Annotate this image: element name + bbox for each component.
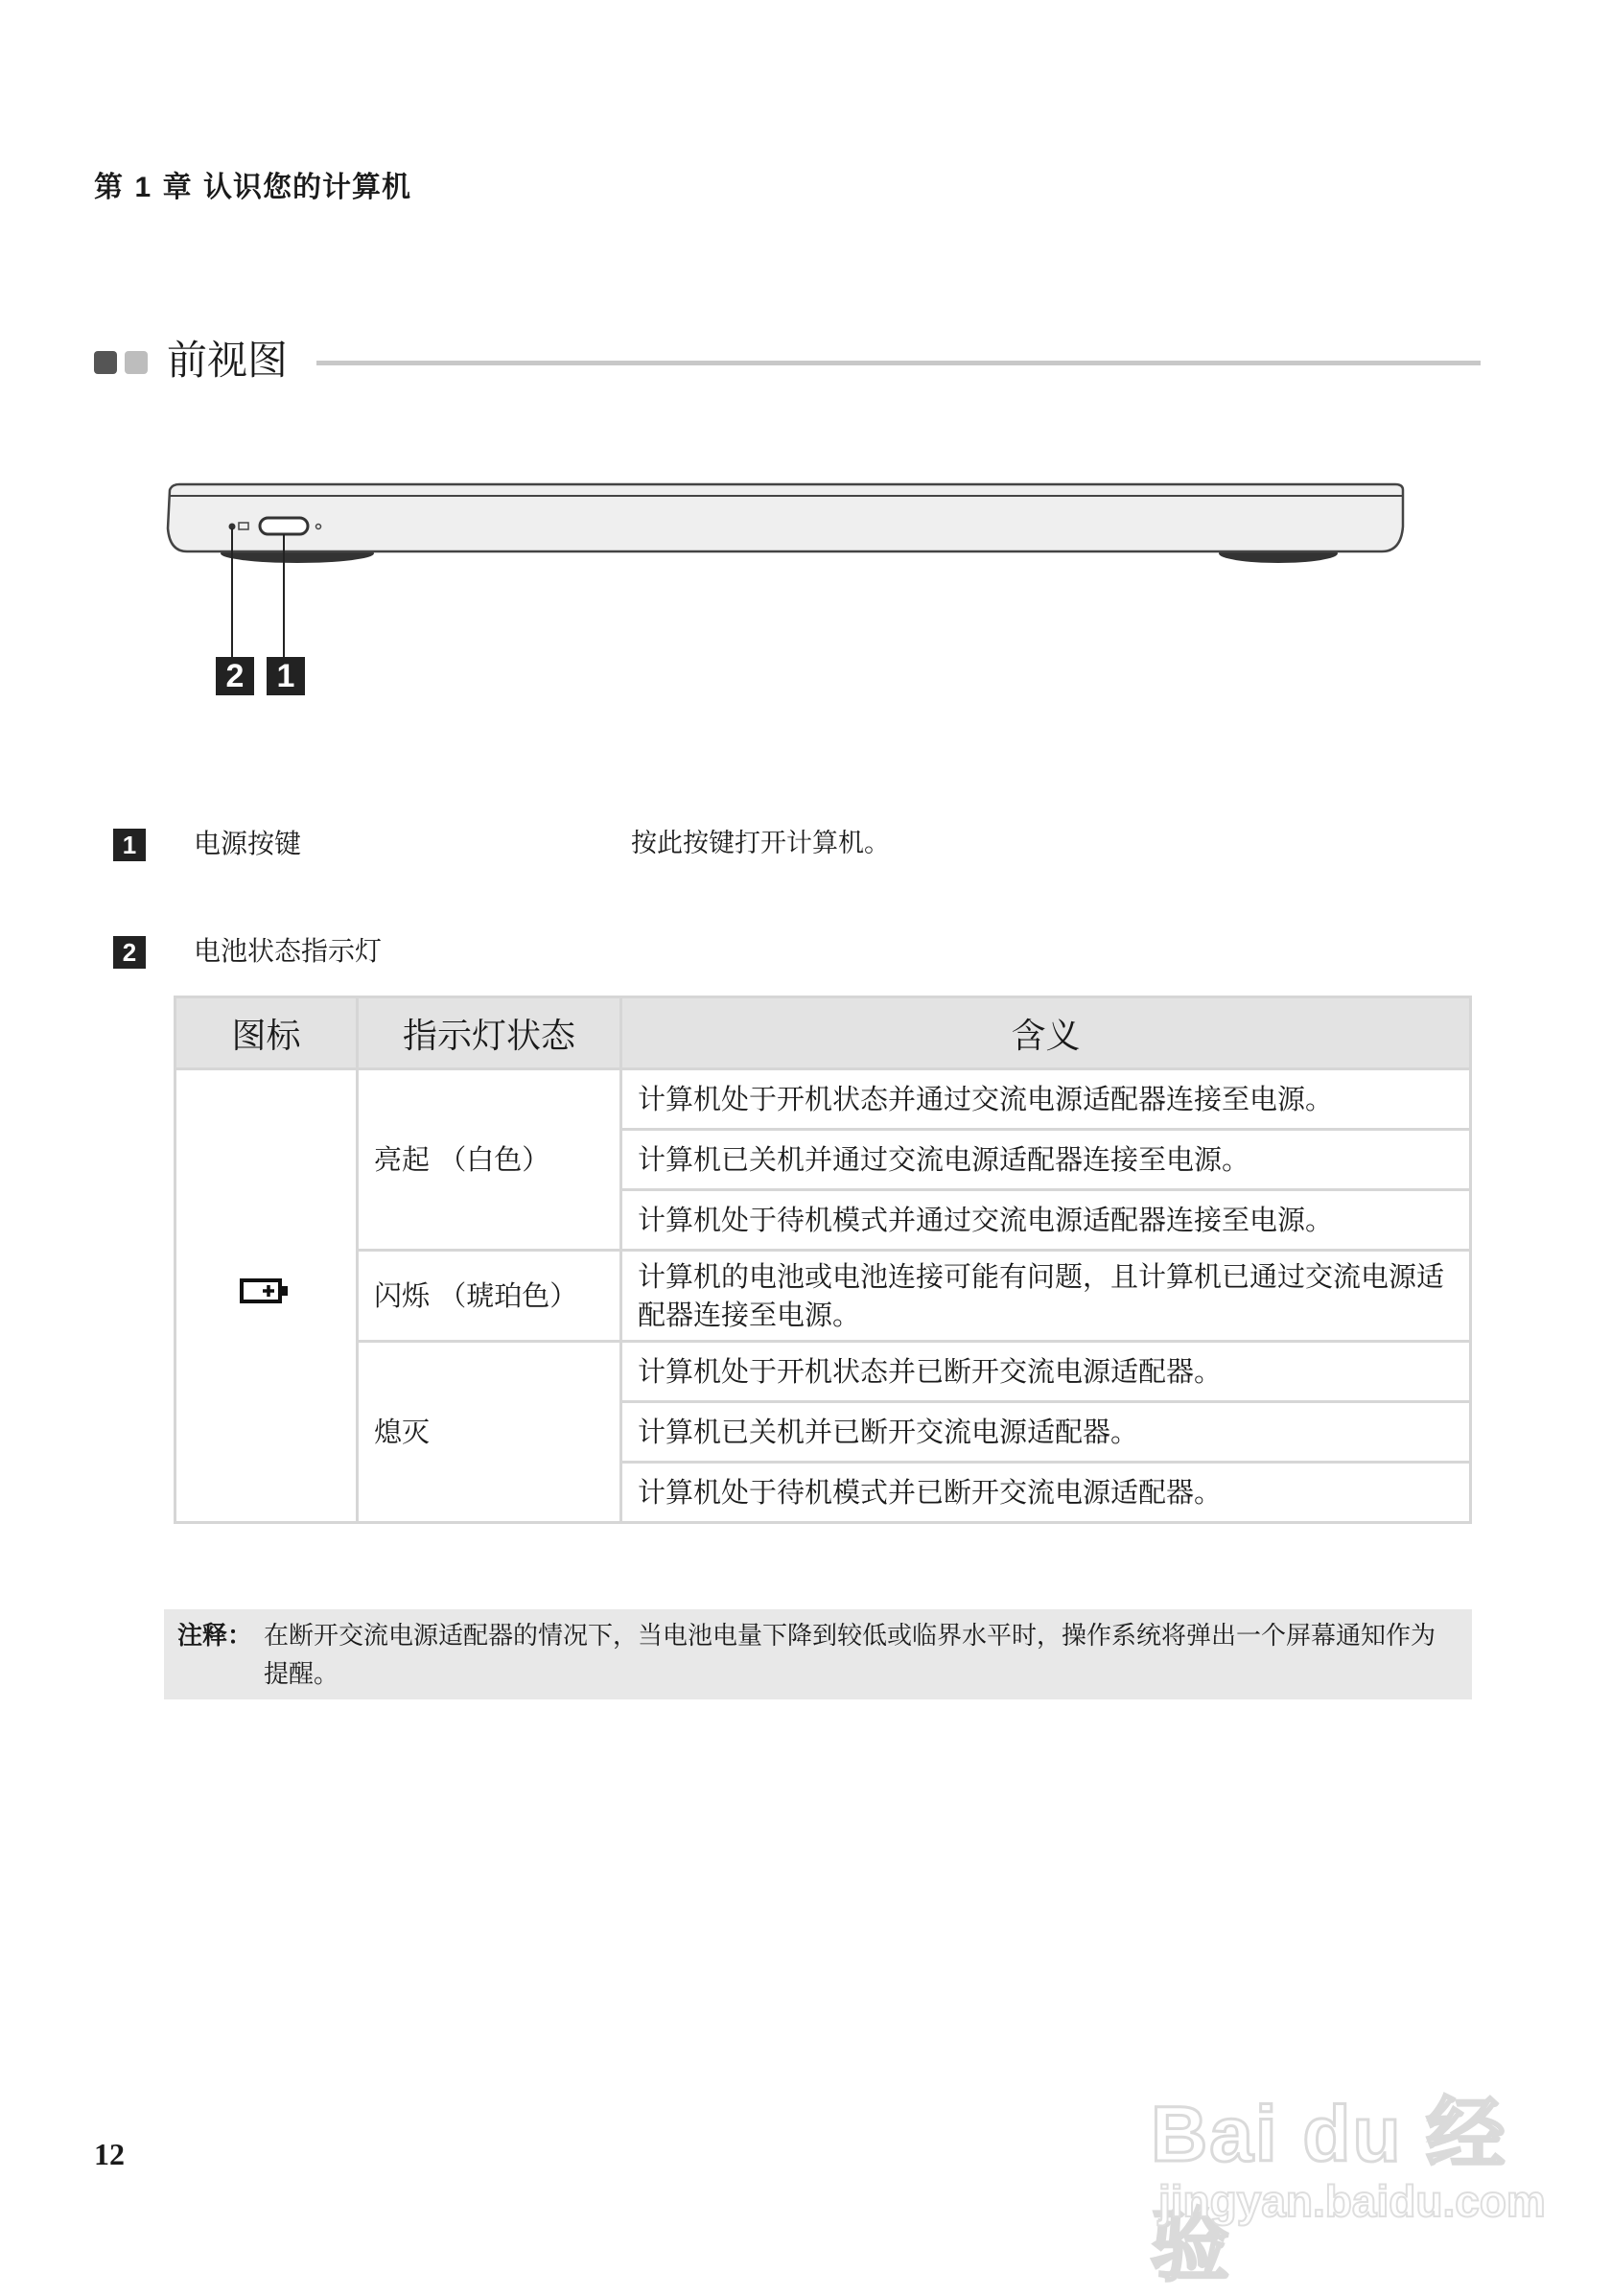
note-label: 注释： bbox=[177, 1622, 253, 1651]
indicator-status-table bbox=[174, 996, 1472, 1524]
item-battery-indicator bbox=[113, 932, 1475, 971]
laptop-body bbox=[168, 484, 1403, 551]
item-power-button bbox=[113, 825, 1475, 863]
note-box bbox=[164, 1609, 1472, 1699]
state-cell: 闪烁 （琥珀色） bbox=[358, 1251, 621, 1342]
state-cell: 亮起 （白色） bbox=[358, 1069, 621, 1251]
state-cell: 熄灭 bbox=[358, 1342, 621, 1523]
meaning-cell: 计算机的电池或电池连接可能有问题，且计算机已通过交流电源适配器连接至电源。 bbox=[621, 1251, 1471, 1342]
column-header-icon: 图标 bbox=[175, 997, 358, 1069]
item-name: 电池状态指示灯 bbox=[194, 935, 383, 967]
section-title: 前视图 bbox=[167, 337, 289, 384]
meaning-cell: 计算机已关机并已断开交流电源适配器。 bbox=[621, 1402, 1471, 1463]
note-text: 在断开交流电源适配器的情况下，当电池电量下降到较低或临界水平时，操作系统将弹出一个屏幕通知作为提醒。 bbox=[264, 1622, 1436, 1689]
section-rule bbox=[316, 361, 1481, 365]
watermark-main: Bai du 经验 bbox=[1151, 2091, 1507, 2290]
section-marker-dark bbox=[94, 351, 117, 374]
baidu-jingyan-watermark bbox=[1151, 2052, 1553, 2290]
table-header-row bbox=[175, 997, 1471, 1069]
meaning-cell: 计算机处于待机模式并通过交流电源适配器连接至电源。 bbox=[621, 1190, 1471, 1251]
item-description: 按此按键打开计算机。 bbox=[631, 829, 890, 858]
chapter-prefix: 第 bbox=[94, 171, 124, 204]
page-number: 12 bbox=[94, 2137, 125, 2171]
section-heading bbox=[94, 332, 1481, 389]
chapter-number: 1 bbox=[134, 172, 152, 203]
item-number-badge: 2 bbox=[113, 936, 146, 969]
meaning-cell: 计算机处于开机状态并通过交流电源适配器连接至电源。 bbox=[621, 1069, 1471, 1130]
item-name: 电源按键 bbox=[194, 828, 302, 859]
icon-cell bbox=[175, 1069, 358, 1523]
section-marker-light bbox=[125, 351, 148, 374]
laptop-front-illustration bbox=[158, 475, 1414, 657]
watermark-sub: jingyan.baidu.com bbox=[1158, 2176, 1546, 2226]
battery-charging-icon bbox=[239, 1277, 294, 1305]
table-row bbox=[175, 1251, 1471, 1342]
table-row bbox=[175, 1342, 1471, 1402]
table-row bbox=[175, 1069, 1471, 1130]
callout-1: 1 bbox=[267, 657, 305, 695]
column-header-meaning: 含义 bbox=[621, 997, 1471, 1069]
callout-2: 2 bbox=[216, 657, 254, 695]
item-number-badge: 1 bbox=[113, 829, 146, 861]
meaning-cell: 计算机已关机并通过交流电源适配器连接至电源。 bbox=[621, 1130, 1471, 1190]
meaning-cell: 计算机处于开机状态并已断开交流电源适配器。 bbox=[621, 1342, 1471, 1402]
laptop-front-view-figure bbox=[158, 475, 1414, 700]
column-header-state: 指示灯状态 bbox=[358, 997, 621, 1069]
power-button bbox=[260, 518, 308, 534]
meaning-cell: 计算机处于待机模式并已断开交流电源适配器。 bbox=[621, 1463, 1471, 1523]
chapter-title: 章 认识您的计算机 bbox=[162, 171, 412, 204]
chapter-heading bbox=[94, 163, 411, 205]
